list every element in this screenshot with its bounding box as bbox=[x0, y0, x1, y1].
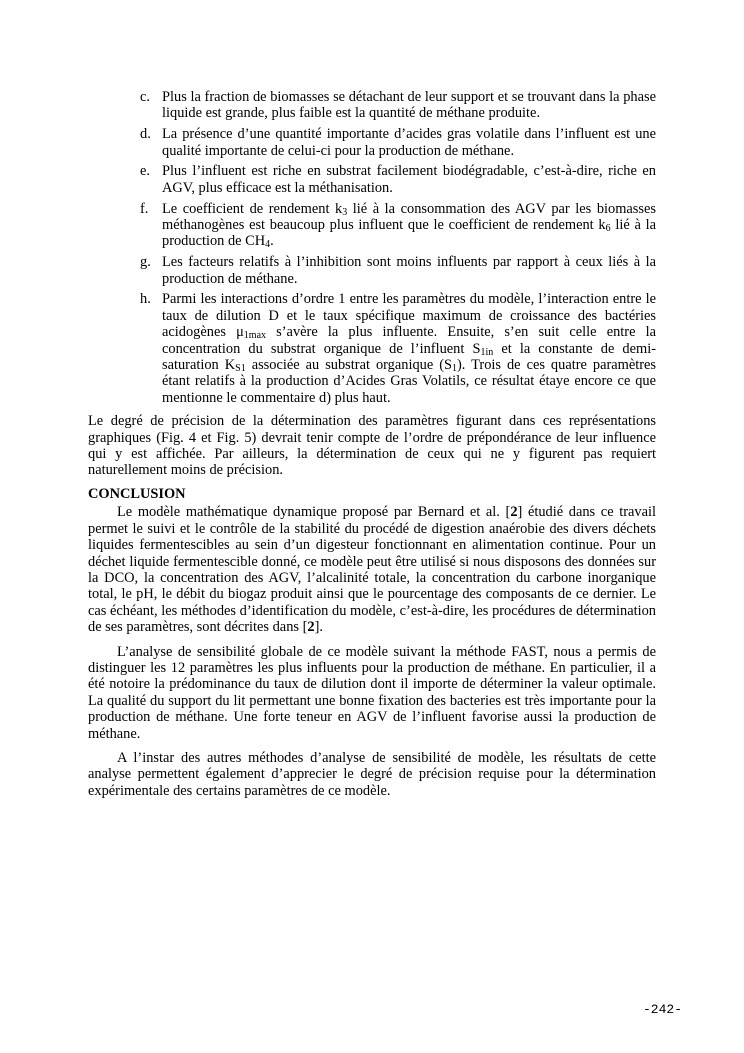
list-item bbox=[88, 254, 656, 287]
page-body bbox=[88, 89, 656, 807]
conclusion-paragraph-2: L’analyse de sensibilité globale de ce modèle suivant la méthode FAST, nous a permis de distinguer les 12 paramètres les plus influents pour la production de méthane. En particulier, il a été notoire la prédominance du taux de dilution dont il importe de déterminer la valeur optimale. La qualité du support du lit permettant une bonne fixation des bacteries est très importante pour la production de méthane. Une forte teneur en AGV de l’influent favorise aussi la production de méthane. bbox=[88, 643, 656, 742]
list-item-text: Parmi les interactions d’ordre 1 entre les paramètres du modèle, l’interaction entre le taux de dilution D et le taux spécifique maximum de croissance des bactéries acidogènes $\mu_{1max}$ s’avère la plus influente. Ensuite, s’en suit celle entre la concentration du substrat organique de l’influent $S_{1in}$ et la constante de demi-saturation $K_{S1}$ associée au substrat organique $(S_1)$. Trois de ces quatre paramètres étant relatifs à la production d’Acides Gras Volatils, ce résultat étaye encore ce que mentionne le commentaire d) plus haut. bbox=[162, 291, 656, 406]
list-item bbox=[88, 89, 656, 122]
citation-ref: 2 bbox=[510, 504, 518, 521]
list-item bbox=[88, 163, 656, 196]
precision-paragraph: Le degré de précision de la détermination des paramètres figurant dans ces représentations graphiques (Fig. 4 et Fig. 5) devrait tenir compte de l’ordre de prépondérance de leur influence qui y est affichée. Par ailleurs, la détermination de ceux qui ne y figurent pas requiert naturellement moins de précision. bbox=[88, 413, 656, 479]
list-item-text: Le coefficient de rendement $k_3$ lié à la consommation des AGV par les biomasses méthanogènes est beaucoup plus influent que le coefficient de rendement $k_6$ lié à la production de $CH_4$. bbox=[162, 200, 656, 251]
list-item-text: La présence d’une quantité importante d’acides gras volatile dans l’influent est une qualité importante de celui-ci pour la production de méthane. bbox=[162, 126, 656, 159]
list-item bbox=[88, 201, 656, 250]
list-marker: g. bbox=[140, 254, 151, 271]
list-item-text: Plus l’influent est riche en substrat facilement biodégradable, c’est-à-dire, riche en AGV, plus efficace est la méthanisation. bbox=[162, 163, 656, 196]
citation-ref: 2 bbox=[307, 619, 315, 636]
list-marker: f. bbox=[140, 200, 149, 217]
page-number: -242- bbox=[643, 1002, 683, 1017]
list-item bbox=[88, 126, 656, 159]
conclusion-paragraph-1: Le modèle mathématique dynamique proposé par Bernard et al. [2] étudié dans ce travail permet le suivi et le contrôle de la stabilité du procédé de digestion anaérobie des divers déchets liquides fermentescibles au sein d’un digesteur fonctionnant en alimentation continue. Pour un déchet liquide fermentescible donné, ce modèle peut être utilisé si nous disposons des données sur la DCO, la concentration des AGV, l’alcalinité totale, la concentration du carbone inorganique total, le pH, le débit du biogaz produit ainsi que le pourcentage des composants de ce dernier. Le cas échéant, les méthodes d’identification du modèle, c’est-à-dire, les procédures de détermination de ses paramètres, sont décrites dans [2]. bbox=[88, 504, 656, 636]
findings-list bbox=[88, 89, 656, 406]
list-marker: h. bbox=[140, 291, 151, 308]
list-item-text: Plus la fraction de biomasses se détachant de leur support et se trouvant dans la phase liquide est grande, plus faible est la quantité de méthane produite. bbox=[162, 89, 656, 122]
section-heading: CONCLUSION bbox=[88, 485, 186, 502]
list-item-text: Les facteurs relatifs à l’inhibition sont moins influents par rapport à ceux liés à la production de méthane. bbox=[162, 254, 656, 287]
list-marker: d. bbox=[140, 126, 151, 143]
list-marker: e. bbox=[140, 163, 150, 180]
list-marker: c. bbox=[140, 89, 150, 105]
conclusion-paragraph-3: A l’instar des autres méthodes d’analyse de sensibilité de modèle, les résultats de cette analyse permettent également d’apprecier le degré de précision requise pour la détermination expérimentale des certains paramètres de ce modèle. bbox=[88, 749, 656, 799]
list-item bbox=[88, 291, 656, 406]
